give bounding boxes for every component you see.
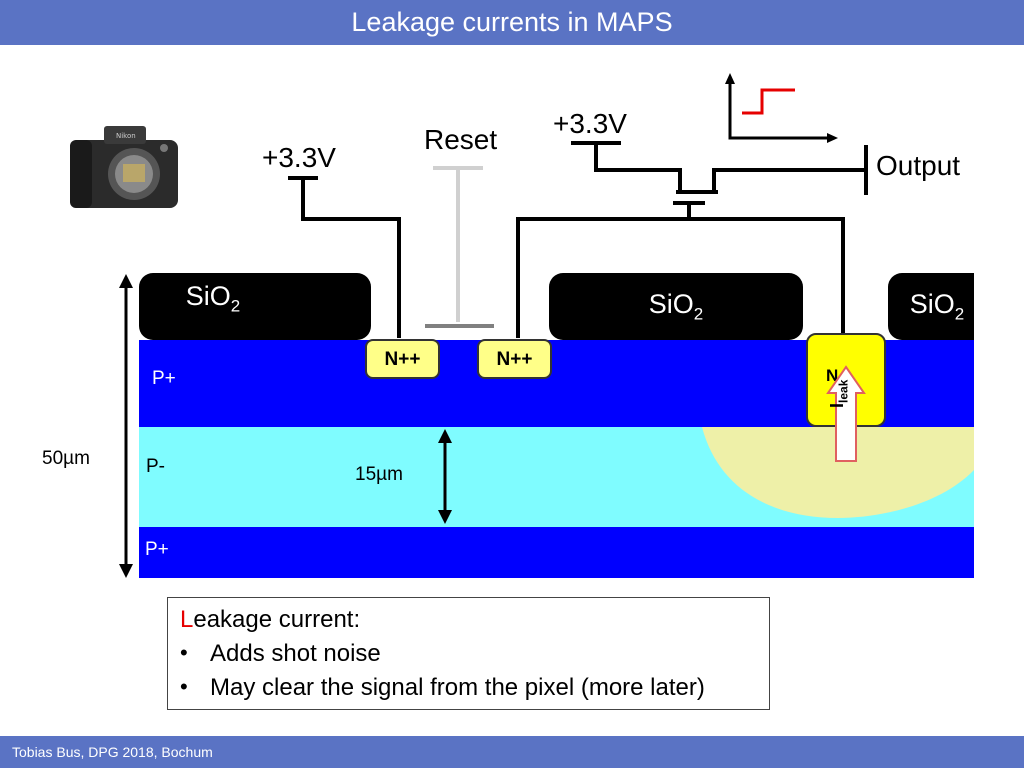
reset-label: Reset [424,124,498,155]
leakage-current-label: $I_{leak}$ [827,379,851,408]
footer-text: Tobias Bus, DPG 2018, Bochum [12,744,213,760]
svg-text:Nikon: Nikon [116,132,136,140]
p-minus-label: P- [146,456,165,477]
oxide-middle: SiO$_2$ [549,273,803,340]
supply-voltage-right: +3.3V [553,108,627,139]
epi-thickness-label: 15µm [355,464,403,485]
leakage-notes-box [167,597,770,710]
bullet-item: May clear the signal from the pixel (more later) [210,674,705,701]
oxide-right: SiO$_2$ [888,273,974,340]
n-plus-partial-label: N [826,366,839,385]
n-plus-right: N++ [477,339,552,379]
supply-voltage-left: +3.3V [262,142,336,173]
bullet-item: Adds shot noise [210,640,381,667]
p-plus-top-label: P+ [152,368,176,389]
oxide-left: SiO$_2$ [139,273,371,340]
slide-title: Leakage currents in MAPS [351,7,673,37]
p-plus-bottom-label: P+ [145,539,169,560]
n-plus-left: N++ [365,339,440,379]
notes-heading: Leakage current: [180,606,361,633]
bullet-marker: • [180,674,188,699]
output-label: Output [876,150,961,181]
bullet-marker: • [180,640,188,665]
total-thickness-label: 50µm [42,448,90,469]
